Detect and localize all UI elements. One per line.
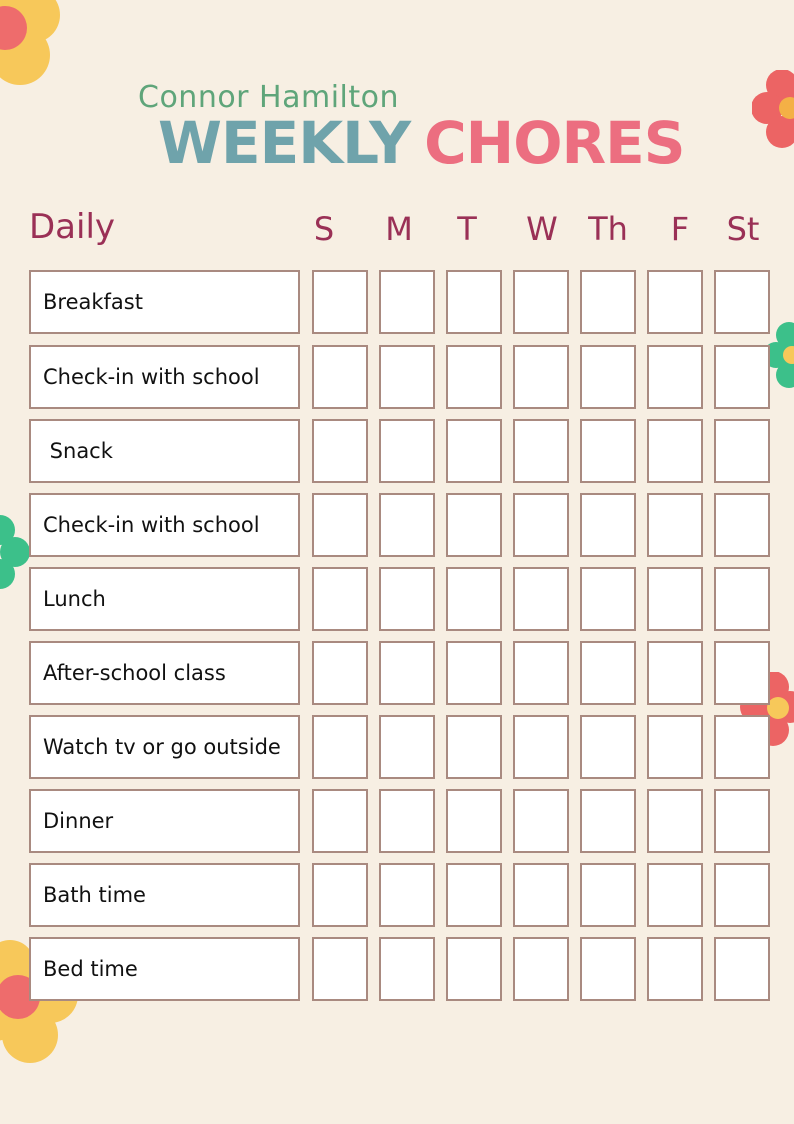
checkbox-fri[interactable] [647,345,703,409]
checkbox-tue[interactable] [446,493,502,557]
checkbox-sat[interactable] [714,641,770,705]
chore-label-box [29,715,300,779]
day-header-monday: M [385,210,413,248]
day-header-friday: F [670,210,690,248]
checkbox-sun[interactable] [312,863,368,927]
chore-label-box [29,567,300,631]
checkbox-fri[interactable] [647,715,703,779]
chore-row [0,345,794,409]
checkbox-wed[interactable] [513,567,569,631]
checkbox-thu[interactable] [580,863,636,927]
checkbox-mon[interactable] [379,789,435,853]
chore-row [0,937,794,1001]
checkbox-tue[interactable] [446,715,502,779]
checkbox-wed[interactable] [513,270,569,334]
checkbox-thu[interactable] [580,345,636,409]
checkbox-wed[interactable] [513,419,569,483]
day-header-sunday: S [313,210,335,248]
checkbox-tue[interactable] [446,641,502,705]
checkbox-wed[interactable] [513,863,569,927]
chore-row [0,493,794,557]
chore-label-box [29,345,300,409]
checkbox-thu[interactable] [580,641,636,705]
checkbox-sat[interactable] [714,270,770,334]
checkbox-sat[interactable] [714,493,770,557]
checkbox-thu[interactable] [580,419,636,483]
chore-row [0,863,794,927]
checkbox-thu[interactable] [580,493,636,557]
chore-label: Bed time [43,957,138,981]
chore-label: Bath time [43,883,146,907]
checkbox-wed[interactable] [513,345,569,409]
chore-label: Check-in with school [43,365,260,389]
checkbox-tue[interactable] [446,419,502,483]
checkbox-fri[interactable] [647,567,703,631]
checkbox-thu[interactable] [580,715,636,779]
day-headers [0,210,794,254]
chore-label-box [29,641,300,705]
checkbox-fri[interactable] [647,270,703,334]
chore-label: Check-in with school [43,513,260,537]
chore-label: After-school class [43,661,226,685]
checkbox-wed[interactable] [513,715,569,779]
flower-decoration-top-left [0,0,70,100]
checkbox-sat[interactable] [714,345,770,409]
chore-label: Snack [43,439,113,463]
checkbox-tue[interactable] [446,937,502,1001]
checkbox-thu[interactable] [580,789,636,853]
checkbox-sun[interactable] [312,715,368,779]
checkbox-mon[interactable] [379,641,435,705]
checkbox-sat[interactable] [714,937,770,1001]
checkbox-tue[interactable] [446,270,502,334]
chore-label-box [29,937,300,1001]
checkbox-fri[interactable] [647,863,703,927]
checkbox-mon[interactable] [379,567,435,631]
checkbox-sat[interactable] [714,715,770,779]
flower-decoration-top-right [752,70,794,150]
checkbox-mon[interactable] [379,715,435,779]
chore-row [0,715,794,779]
title-chores: CHORES [424,109,685,177]
checkbox-wed[interactable] [513,493,569,557]
chore-label-box [29,493,300,557]
chore-label: Dinner [43,809,114,833]
checkbox-fri[interactable] [647,789,703,853]
daily-heading: Daily [29,207,116,247]
checkbox-mon[interactable] [379,270,435,334]
checkbox-wed[interactable] [513,641,569,705]
chore-row [0,789,794,853]
checkbox-fri[interactable] [647,419,703,483]
checkbox-sun[interactable] [312,937,368,1001]
checkbox-sun[interactable] [312,789,368,853]
checkbox-sat[interactable] [714,567,770,631]
checkbox-sun[interactable] [312,345,368,409]
checkbox-fri[interactable] [647,493,703,557]
day-header-thursday: Th [588,210,628,248]
checkbox-sat[interactable] [714,419,770,483]
checkbox-mon[interactable] [379,493,435,557]
day-header-wednesday: W [526,210,558,248]
checkbox-thu[interactable] [580,270,636,334]
chore-label: Lunch [43,587,106,611]
chore-label-box [29,789,300,853]
checkbox-tue[interactable] [446,345,502,409]
checkbox-sun[interactable] [312,270,368,334]
chore-label-box [29,270,300,334]
chore-label-box [29,863,300,927]
checkbox-thu[interactable] [580,567,636,631]
chore-label: Watch tv or go outside [43,735,281,759]
child-name: Connor Hamilton [138,80,400,115]
chore-row [0,567,794,631]
page-title [158,108,685,178]
checkbox-fri[interactable] [647,641,703,705]
checkbox-tue[interactable] [446,567,502,631]
day-header-tuesday: T [457,210,477,248]
title-weekly: WEEKLY [158,109,411,177]
checkbox-mon[interactable] [379,419,435,483]
checkbox-sun[interactable] [312,641,368,705]
chore-row [0,270,794,334]
checkbox-mon[interactable] [379,345,435,409]
chore-label: Breakfast [43,290,143,314]
checkbox-sat[interactable] [714,863,770,927]
checkbox-sun[interactable] [312,567,368,631]
chore-row [0,419,794,483]
checkbox-mon[interactable] [379,863,435,927]
checkbox-tue[interactable] [446,789,502,853]
chore-row [0,641,794,705]
checkbox-thu[interactable] [580,937,636,1001]
checkbox-sun[interactable] [312,419,368,483]
checkbox-sun[interactable] [312,493,368,557]
checkbox-fri[interactable] [647,937,703,1001]
chore-label-box [29,419,300,483]
checkbox-wed[interactable] [513,937,569,1001]
checkbox-tue[interactable] [446,863,502,927]
day-header-saturday: St [726,210,760,248]
checkbox-sat[interactable] [714,789,770,853]
checkbox-wed[interactable] [513,789,569,853]
checkbox-mon[interactable] [379,937,435,1001]
